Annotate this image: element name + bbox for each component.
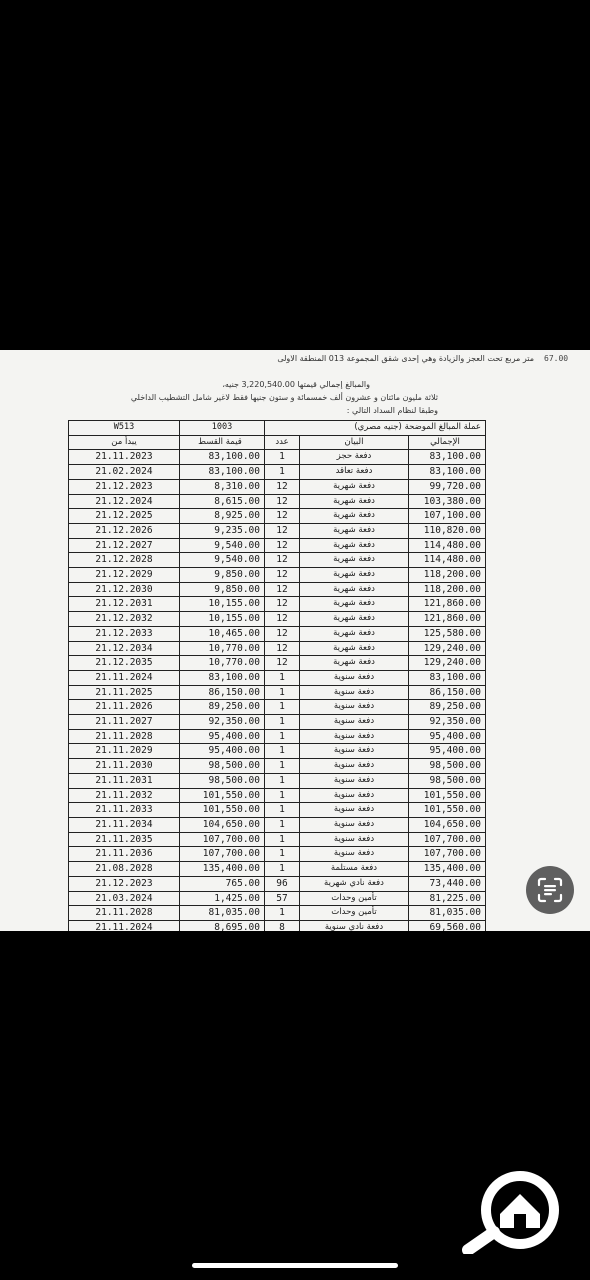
cell-total: 69,560.00 [409, 920, 486, 931]
scanned-document [0, 350, 590, 931]
table-header-row [69, 435, 486, 450]
cell-amount: 1,425.00 [180, 891, 265, 906]
home-search-button[interactable] [460, 1170, 564, 1254]
cell-start-date: 21.11.2026 [69, 700, 180, 715]
cell-count: 12 [265, 494, 300, 509]
cell-total: 89,250.00 [409, 700, 486, 715]
cell-total: 92,350.00 [409, 715, 486, 730]
cell-amount: 135,400.00 [180, 862, 265, 877]
cell-count: 1 [265, 847, 300, 862]
cell-count: 1 [265, 788, 300, 803]
cell-description: دفعة سنوية [300, 759, 409, 774]
cell-start-date: 21.12.2033 [69, 626, 180, 641]
cell-total: 98,500.00 [409, 759, 486, 774]
cell-start-date: 21.12.2025 [69, 509, 180, 524]
table-row [69, 670, 486, 685]
cell-total: 129,240.00 [409, 656, 486, 671]
cell-amount: 10,770.00 [180, 641, 265, 656]
cell-amount: 765.00 [180, 876, 265, 891]
table-row [69, 759, 486, 774]
cell-count: 1 [265, 729, 300, 744]
cell-description: دفعة شهرية [300, 641, 409, 656]
cell-count: 1 [265, 862, 300, 877]
table-row [69, 612, 486, 627]
col-description: البيان [300, 435, 409, 450]
cell-count: 1 [265, 832, 300, 847]
cell-start-date: 21.11.2027 [69, 715, 180, 730]
cell-total: 73,440.00 [409, 876, 486, 891]
cell-start-date: 21.11.2023 [69, 450, 180, 465]
table-row [69, 847, 486, 862]
cell-start-date: 21.12.2029 [69, 568, 180, 583]
cell-count: 96 [265, 876, 300, 891]
cell-start-date: 21.08.2028 [69, 862, 180, 877]
table-row [69, 744, 486, 759]
cell-amount: 101,550.00 [180, 788, 265, 803]
table-row [69, 568, 486, 583]
cell-amount: 9,540.00 [180, 553, 265, 568]
cell-count: 1 [265, 803, 300, 818]
cell-total: 103,380.00 [409, 494, 486, 509]
cell-start-date: 21.11.2035 [69, 832, 180, 847]
cell-start-date: 21.11.2029 [69, 744, 180, 759]
header-number: 67.00 [544, 354, 569, 363]
cell-amount: 104,650.00 [180, 817, 265, 832]
cell-start-date: 21.11.2024 [69, 670, 180, 685]
cell-description: دفعة شهرية [300, 568, 409, 583]
cell-total: 107,700.00 [409, 847, 486, 862]
table-caption-row [69, 421, 486, 436]
cell-total: 121,860.00 [409, 597, 486, 612]
cell-amount: 8,925.00 [180, 509, 265, 524]
table-row [69, 582, 486, 597]
cell-amount: 9,235.00 [180, 523, 265, 538]
cell-start-date: 21.12.2027 [69, 538, 180, 553]
cell-start-date: 21.12.2024 [69, 494, 180, 509]
payment-schedule-table [68, 420, 486, 931]
cell-amount: 98,500.00 [180, 773, 265, 788]
cell-start-date: 21.12.2023 [69, 876, 180, 891]
cell-count: 12 [265, 582, 300, 597]
cell-total: 83,100.00 [409, 450, 486, 465]
cell-count: 1 [265, 700, 300, 715]
table-row [69, 876, 486, 891]
cell-description: دفعة شهرية [300, 523, 409, 538]
table-row [69, 817, 486, 832]
table-row [69, 788, 486, 803]
cell-amount: 8,695.00 [180, 920, 265, 931]
cell-amount: 95,400.00 [180, 744, 265, 759]
cell-total: 110,820.00 [409, 523, 486, 538]
table-row [69, 450, 486, 465]
table-row [69, 891, 486, 906]
cell-description: دفعة شهرية [300, 509, 409, 524]
cell-amount: 89,250.00 [180, 700, 265, 715]
cell-count: 1 [265, 685, 300, 700]
table-body [69, 450, 486, 931]
cell-start-date: 21.02.2024 [69, 465, 180, 480]
cell-description: دفعة شهرية [300, 538, 409, 553]
cell-count: 12 [265, 509, 300, 524]
cell-description: دفعة شهرية [300, 626, 409, 641]
table-row [69, 832, 486, 847]
cell-start-date: 21.11.2034 [69, 817, 180, 832]
cell-total: 99,720.00 [409, 479, 486, 494]
cell-amount: 101,550.00 [180, 803, 265, 818]
cell-description: دفعة شهرية [300, 479, 409, 494]
header-line-2: والمبالغ إجمالي قيمتها 3,220,540.00 جنيه، [222, 380, 370, 389]
cell-start-date: 21.11.2024 [69, 920, 180, 931]
cell-amount: 10,770.00 [180, 656, 265, 671]
cell-count: 1 [265, 773, 300, 788]
cell-count: 12 [265, 553, 300, 568]
cell-count: 57 [265, 891, 300, 906]
cell-amount: 83,100.00 [180, 465, 265, 480]
cell-description: دفعة سنوية [300, 715, 409, 730]
cell-description: دفعة سنوية [300, 847, 409, 862]
table-row [69, 700, 486, 715]
cell-start-date: 21.11.2036 [69, 847, 180, 862]
cell-amount: 92,350.00 [180, 715, 265, 730]
cell-total: 104,650.00 [409, 817, 486, 832]
table-row [69, 597, 486, 612]
cell-amount: 86,150.00 [180, 685, 265, 700]
cell-total: 101,550.00 [409, 803, 486, 818]
table-row [69, 729, 486, 744]
table-row [69, 479, 486, 494]
cell-description: دفعة سنوية [300, 803, 409, 818]
header-line-4: وطبقا لنظام السداد التالي : [346, 406, 438, 415]
table-caption: عملة المبالغ الموضحة (جنيه مصري) [265, 421, 486, 436]
cell-description: دفعة شهرية [300, 656, 409, 671]
cell-description: دفعة شهرية [300, 494, 409, 509]
col-total: الإجمالي [409, 435, 486, 450]
scan-text-icon [536, 876, 564, 904]
cell-count: 12 [265, 538, 300, 553]
cell-description: دفعة سنوية [300, 729, 409, 744]
cell-amount: 95,400.00 [180, 729, 265, 744]
cell-count: 1 [265, 465, 300, 480]
table-row [69, 523, 486, 538]
cell-start-date: 21.12.2028 [69, 553, 180, 568]
table-row [69, 538, 486, 553]
cell-amount: 107,700.00 [180, 832, 265, 847]
cell-description: دفعة سنوية [300, 773, 409, 788]
table-row [69, 494, 486, 509]
cell-start-date: 21.11.2030 [69, 759, 180, 774]
table-row [69, 906, 486, 921]
cell-start-date: 21.12.2026 [69, 523, 180, 538]
cell-amount: 8,615.00 [180, 494, 265, 509]
cell-amount: 8,310.00 [180, 479, 265, 494]
cell-description: دفعة شهرية [300, 597, 409, 612]
table-row [69, 685, 486, 700]
cell-start-date: 21.11.2028 [69, 729, 180, 744]
cell-start-date: 21.12.2030 [69, 582, 180, 597]
cell-total: 101,550.00 [409, 788, 486, 803]
cell-description: دفعة شهرية [300, 612, 409, 627]
cell-total: 118,200.00 [409, 568, 486, 583]
cell-count: 12 [265, 612, 300, 627]
col-amount: قيمة القسط [180, 435, 265, 450]
cell-total: 86,150.00 [409, 685, 486, 700]
cell-total: 135,400.00 [409, 862, 486, 877]
cell-start-date: 21.11.2028 [69, 906, 180, 921]
cell-start-date: 21.11.2031 [69, 773, 180, 788]
table-row [69, 626, 486, 641]
cell-start-date: 21.03.2024 [69, 891, 180, 906]
cell-count: 12 [265, 656, 300, 671]
header-line-3: ثلاثة مليون مائتان و عشرون ألف خمسمائة و ستون جنيها فقط لاغير شامل التشطيب الداخلي [130, 393, 438, 402]
cell-description: دفعة سنوية [300, 700, 409, 715]
cell-description: دفعة نادي سنوية [300, 920, 409, 931]
cell-description: تأمين وحدات [300, 906, 409, 921]
cell-description: دفعة سنوية [300, 832, 409, 847]
header-line-1: متر مربع تحت العجز والزيادة وهي إحدى شقق المجموعة 013 المنطقة الاولى [277, 354, 534, 363]
cell-total: 107,700.00 [409, 832, 486, 847]
cell-amount: 10,155.00 [180, 612, 265, 627]
cell-amount: 10,465.00 [180, 626, 265, 641]
cell-total: 83,100.00 [409, 670, 486, 685]
cell-description: دفعة شهرية [300, 582, 409, 597]
cell-total: 107,100.00 [409, 509, 486, 524]
home-search-icon [460, 1170, 564, 1254]
table-row [69, 920, 486, 931]
cell-count: 1 [265, 670, 300, 685]
table-row [69, 773, 486, 788]
cell-amount: 83,100.00 [180, 670, 265, 685]
cell-count: 1 [265, 759, 300, 774]
scan-text-button[interactable] [526, 866, 574, 914]
cell-total: 114,480.00 [409, 538, 486, 553]
home-indicator-bar[interactable] [192, 1263, 398, 1268]
cell-start-date: 21.11.2033 [69, 803, 180, 818]
cell-description: دفعة سنوية [300, 685, 409, 700]
unit-label: 1003 [180, 421, 265, 436]
cell-count: 12 [265, 626, 300, 641]
cell-total: 114,480.00 [409, 553, 486, 568]
cell-total: 95,400.00 [409, 744, 486, 759]
cell-start-date: 21.12.2031 [69, 597, 180, 612]
cell-count: 12 [265, 523, 300, 538]
cell-amount: 83,100.00 [180, 450, 265, 465]
cell-description: دفعة سنوية [300, 817, 409, 832]
cell-start-date: 21.12.2023 [69, 479, 180, 494]
cell-count: 1 [265, 744, 300, 759]
cell-amount: 9,850.00 [180, 582, 265, 597]
cell-start-date: 21.12.2034 [69, 641, 180, 656]
cell-count: 1 [265, 715, 300, 730]
cell-total: 81,035.00 [409, 906, 486, 921]
cell-amount: 81,035.00 [180, 906, 265, 921]
cell-start-date: 21.11.2032 [69, 788, 180, 803]
cell-count: 1 [265, 906, 300, 921]
cell-count: 12 [265, 568, 300, 583]
cell-description: دفعة شهرية [300, 553, 409, 568]
cell-count: 1 [265, 817, 300, 832]
table-row [69, 656, 486, 671]
cell-count: 12 [265, 641, 300, 656]
cell-amount: 9,540.00 [180, 538, 265, 553]
table-row [69, 465, 486, 480]
cell-amount: 10,155.00 [180, 597, 265, 612]
cell-total: 81,225.00 [409, 891, 486, 906]
cell-count: 1 [265, 450, 300, 465]
cell-start-date: 21.12.2032 [69, 612, 180, 627]
cell-amount: 9,850.00 [180, 568, 265, 583]
cell-description: دفعة تعاقد [300, 465, 409, 480]
cell-description: دفعة مستلمة [300, 862, 409, 877]
cell-total: 129,240.00 [409, 641, 486, 656]
cell-total: 83,100.00 [409, 465, 486, 480]
cell-start-date: 21.11.2025 [69, 685, 180, 700]
cell-description: دفعة سنوية [300, 670, 409, 685]
cell-description: دفعة نادي شهرية [300, 876, 409, 891]
cell-total: 125,580.00 [409, 626, 486, 641]
cell-amount: 98,500.00 [180, 759, 265, 774]
col-start-date: يبدأ من [69, 435, 180, 450]
cell-total: 95,400.00 [409, 729, 486, 744]
cell-total: 121,860.00 [409, 612, 486, 627]
cell-description: دفعة حجز [300, 450, 409, 465]
cell-count: 8 [265, 920, 300, 931]
cell-total: 118,200.00 [409, 582, 486, 597]
cell-total: 98,500.00 [409, 773, 486, 788]
table-row [69, 641, 486, 656]
table-row [69, 509, 486, 524]
cell-description: دفعة سنوية [300, 788, 409, 803]
cell-description: دفعة سنوية [300, 744, 409, 759]
cell-description: تأمين وحدات [300, 891, 409, 906]
table-row [69, 553, 486, 568]
table-row [69, 803, 486, 818]
unit-code: W513 [69, 421, 180, 436]
table-row [69, 862, 486, 877]
cell-start-date: 21.12.2035 [69, 656, 180, 671]
col-count: عدد [265, 435, 300, 450]
table-row [69, 715, 486, 730]
cell-count: 12 [265, 479, 300, 494]
cell-count: 12 [265, 597, 300, 612]
cell-amount: 107,700.00 [180, 847, 265, 862]
